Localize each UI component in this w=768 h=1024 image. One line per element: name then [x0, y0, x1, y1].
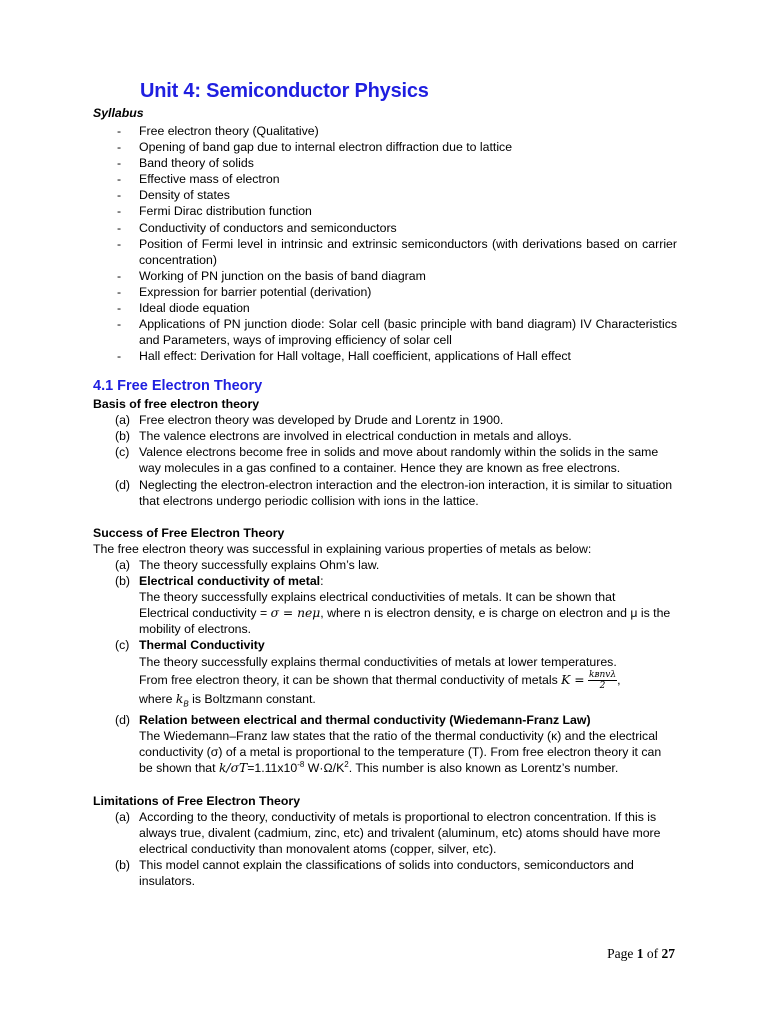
list-item: (d) Neglecting the electron-electron interaction and the electron-ion interaction, it is similar to situation that electrons undergo periodic collision with ions in the lattice.: [115, 477, 673, 508]
success-heading: Success of Free Electron Theory: [93, 525, 285, 540]
list-item: - Density of states: [117, 188, 230, 203]
list-item: - Ideal diode equation: [117, 301, 250, 316]
list-item: (c) Thermal Conductivity The theory successfully explains thermal conductivities of metals at lower temperatures. From free electron theory, it can be shown that thermal conductivity of metals K = $\frac{\text{kʙnvλ}}{2}$ , where $k_B$ is Boltzmann constant.: [115, 638, 621, 709]
thermal-fraction: $\frac{\text{kʙnvλ}}{2}$: [588, 669, 617, 691]
list-item: - Band theory of solids: [117, 156, 254, 171]
list-item: - Working of PN junction on the basis of band diagram: [117, 268, 426, 283]
syllabus-list: [93, 123, 677, 364]
page-number: Page 1 of 27: [607, 946, 675, 961]
basis-heading: Basis of free electron theory: [93, 397, 260, 412]
list-item: - Expression for barrier potential (derivation): [117, 284, 372, 299]
limitations-heading: Limitations of Free Electron Theory: [93, 793, 301, 808]
list-item: (b) Electrical conductivity of metal: The theory successfully explains electrical conductivities of metals. It can be shown that Electrical conductivity = σ = neμ, where n is electron density, e is charge on electron and μ is the mobility of electrons.: [115, 574, 671, 637]
lorentz-formula: k/σT: [218, 761, 248, 776]
list-item: (a) Free electron theory was developed by Drude and Lorentz in 1900.: [115, 413, 504, 428]
list-item: - Conductivity of conductors and semiconductors: [117, 220, 397, 235]
list-item: - Hall effect: Derivation for Hall voltage, Hall coefficient, applications of Hall effect: [117, 349, 571, 364]
list-item: (a) The theory successfully explains Ohm’s law.: [115, 557, 380, 572]
list-item: (d) Relation between electrical and thermal conductivity (Wiedemann-Franz Law) The Wiedemann–Franz law states that the ratio of the thermal conductivity (κ) and the electrical conductivity (σ) of a metal is proportional to the temperature (T). From free electron theory it can be shown that $k/\sigma T=1.11x10^{-8}$ $W\cdot\Omega/K^2$. This number is also known as Lorentz’s number.: [115, 713, 662, 776]
list-item: - Position of Fermi level in intrinsic and extrinsic semiconductors (with derivations based on carrier concentration): [117, 236, 677, 267]
success-list: [93, 557, 677, 777]
list-item: - Opening of band gap due to internal electron diffraction due to lattice: [117, 140, 513, 155]
page-title: Unit 4: Semiconductor Physics: [140, 80, 429, 102]
list-item: (c) Valence electrons become free in solids and move about randomly within the solids in the same way molecules in a gas confined to a container. Hence they are known as free electrons.: [115, 445, 659, 476]
conductivity-formula: σ = neμ: [270, 606, 321, 621]
basis-list: [93, 412, 677, 509]
list-item: (b) The valence electrons are involved in electrical conduction in metals and alloys.: [115, 429, 572, 444]
list-item: (a) According to the theory, conductivity of metals is proportional to electron concentration. If this is always true, divalent (cadmium, zinc, etc) and trivalent (aluminum, etc) atoms should have more electrical conductivity than monovalent atoms (copper, silver, etc).: [115, 809, 661, 856]
syllabus-label: Syllabus: [93, 106, 144, 120]
thermal-formula: K =: [561, 672, 585, 687]
success-intro: The free electron theory was successful in explaining various properties of metals as below:: [93, 541, 592, 556]
list-item: - Applications of PN junction diode: Solar cell (basic principle with band diagram) IV Characteristics and Parameters, ways of improving efficiency of solar cell: [117, 317, 677, 348]
list-item: - Fermi Dirac distribution function: [117, 204, 312, 219]
section-free-electron-theory: [93, 378, 677, 889]
list-item: - Effective mass of electron: [117, 172, 280, 187]
limitations-list: [93, 809, 677, 889]
section-heading: 4.1 Free Electron Theory: [93, 378, 263, 394]
list-item: (b) This model cannot explain the classifications of solids into conductors, semiconductors and insulators.: [115, 857, 634, 888]
list-item: - Free electron theory (Qualitative): [117, 124, 319, 138]
